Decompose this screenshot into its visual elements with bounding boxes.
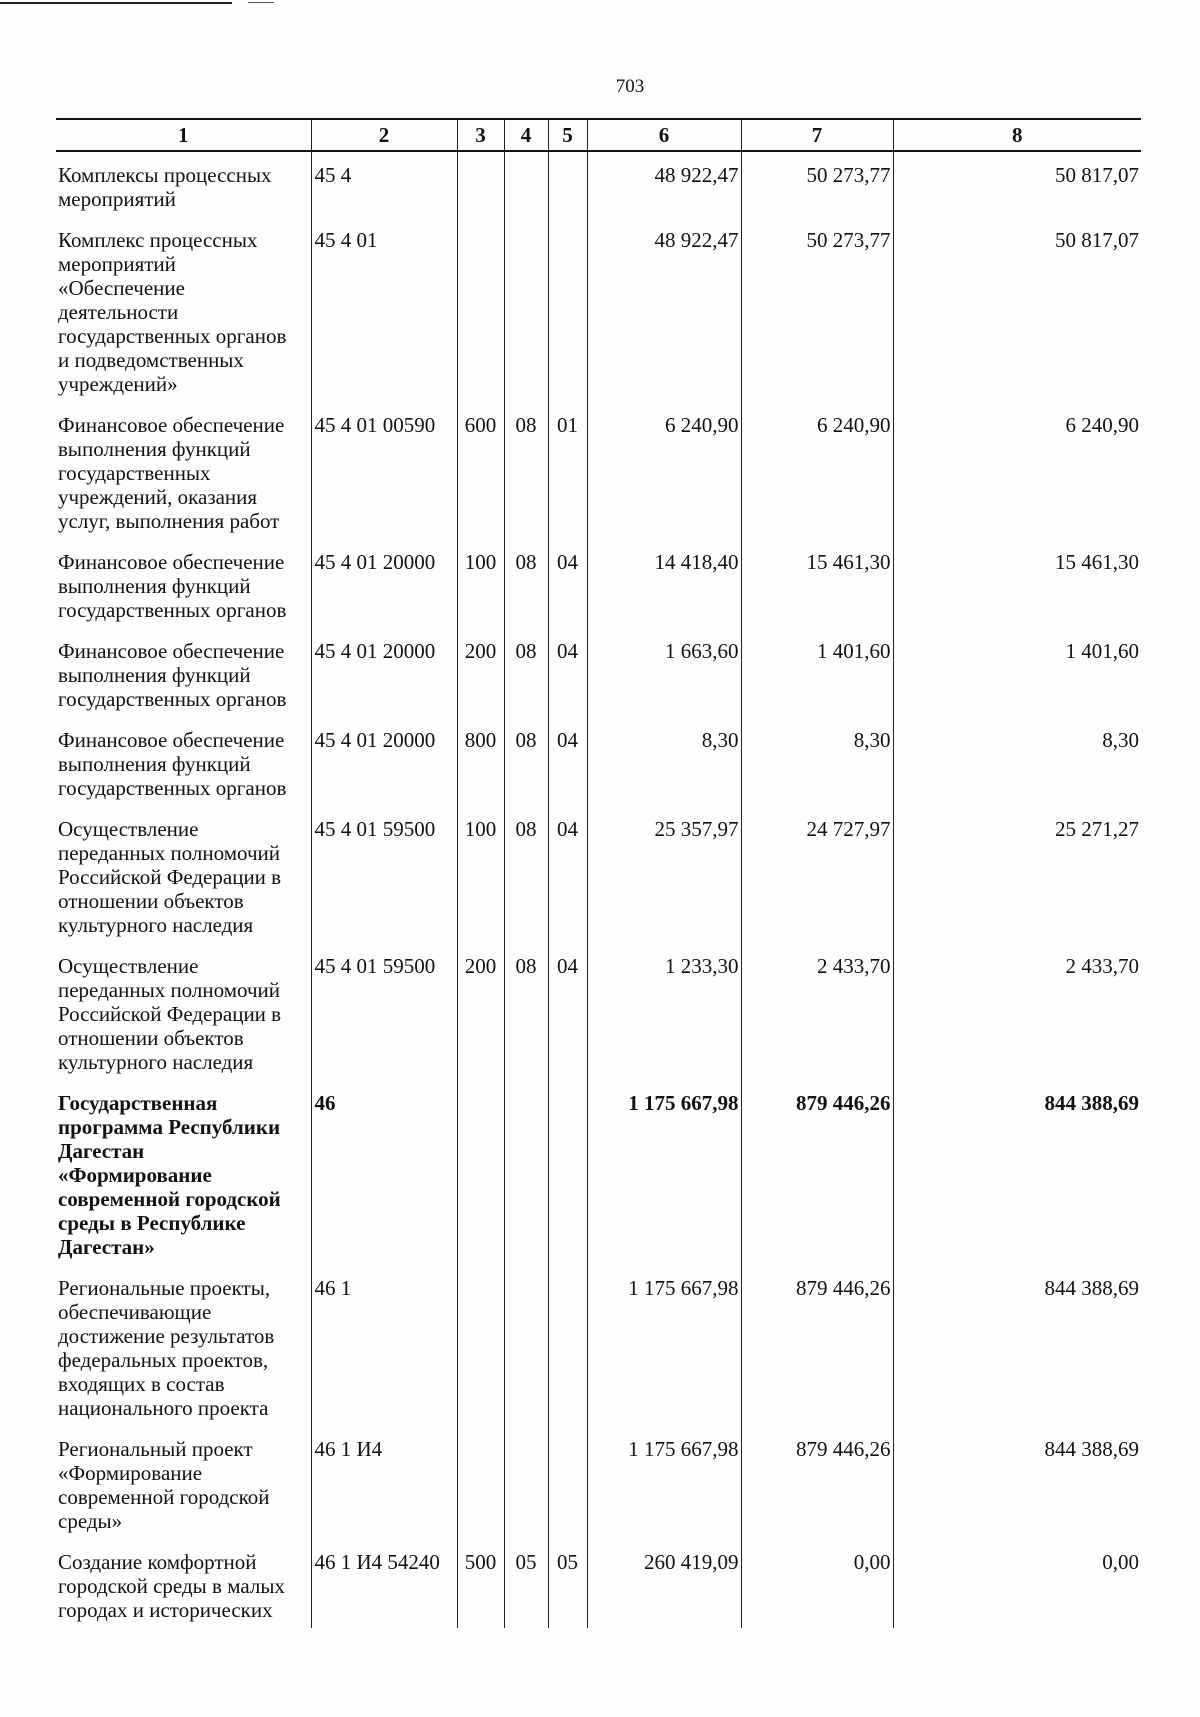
row-code: 45 4 01 20000 bbox=[311, 717, 457, 806]
row-vr: 200 bbox=[457, 943, 504, 1080]
row-y2: 879 446,26 bbox=[741, 1265, 893, 1426]
row-code: 45 4 01 20000 bbox=[311, 539, 457, 628]
row-rz: 08 bbox=[504, 539, 548, 628]
row-y1: 14 418,40 bbox=[587, 539, 741, 628]
row-name: Финансовое обеспечение выполнения функций государственных органов bbox=[56, 539, 311, 628]
row-rz bbox=[504, 1265, 548, 1426]
row-rz bbox=[504, 1080, 548, 1265]
row-rz: 08 bbox=[504, 628, 548, 717]
row-y3: 1 401,60 bbox=[893, 628, 1141, 717]
table-row-program bbox=[56, 1080, 1141, 1265]
row-y3: 0,00 bbox=[893, 1539, 1141, 1628]
row-pr bbox=[548, 1426, 587, 1539]
row-code: 46 1 И4 bbox=[311, 1426, 457, 1539]
row-y1: 1 175 667,98 bbox=[587, 1426, 741, 1539]
row-name: Финансовое обеспечение выполнения функций государственных органов bbox=[56, 628, 311, 717]
header-col-1: 1 bbox=[56, 119, 311, 151]
row-y3: 50 817,07 bbox=[893, 217, 1141, 402]
header-col-8: 8 bbox=[893, 119, 1141, 151]
row-pr bbox=[548, 217, 587, 402]
row-code: 45 4 01 59500 bbox=[311, 943, 457, 1080]
row-y2: 2 433,70 bbox=[741, 943, 893, 1080]
row-rz bbox=[504, 1426, 548, 1539]
row-y3: 844 388,69 bbox=[893, 1426, 1141, 1539]
row-code: 45 4 01 bbox=[311, 217, 457, 402]
row-y1: 1 175 667,98 bbox=[587, 1265, 741, 1426]
table-row bbox=[56, 806, 1141, 943]
row-y3: 844 388,69 bbox=[893, 1080, 1141, 1265]
header-col-6: 6 bbox=[587, 119, 741, 151]
table-row bbox=[56, 217, 1141, 402]
row-rz: 05 bbox=[504, 1539, 548, 1628]
row-rz bbox=[504, 151, 548, 217]
row-code: 45 4 01 59500 bbox=[311, 806, 457, 943]
table-row bbox=[56, 1539, 1141, 1628]
row-y2: 24 727,97 bbox=[741, 806, 893, 943]
row-y1: 1 233,30 bbox=[587, 943, 741, 1080]
row-pr: 04 bbox=[548, 943, 587, 1080]
row-pr: 04 bbox=[548, 628, 587, 717]
row-name: Региональный проект «Формирование современной городской среды» bbox=[56, 1426, 311, 1539]
row-code: 45 4 01 20000 bbox=[311, 628, 457, 717]
table-row bbox=[56, 539, 1141, 628]
top-rule bbox=[0, 2, 232, 4]
row-y2: 8,30 bbox=[741, 717, 893, 806]
row-rz: 08 bbox=[504, 806, 548, 943]
row-rz bbox=[504, 217, 548, 402]
table-header-row bbox=[56, 119, 1141, 151]
table-row bbox=[56, 943, 1141, 1080]
row-y3: 6 240,90 bbox=[893, 402, 1141, 539]
row-y1: 1 663,60 bbox=[587, 628, 741, 717]
row-pr: 01 bbox=[548, 402, 587, 539]
row-y3: 8,30 bbox=[893, 717, 1141, 806]
header-col-2: 2 bbox=[311, 119, 457, 151]
row-vr bbox=[457, 1080, 504, 1265]
row-y1: 48 922,47 bbox=[587, 151, 741, 217]
row-name: Финансовое обеспечение выполнения функций государственных учреждений, оказания услуг, выполнения работ bbox=[56, 402, 311, 539]
row-vr bbox=[457, 151, 504, 217]
row-rz: 08 bbox=[504, 717, 548, 806]
row-y2: 50 273,77 bbox=[741, 151, 893, 217]
page-number: 703 bbox=[615, 76, 645, 97]
row-y3: 2 433,70 bbox=[893, 943, 1141, 1080]
table-row bbox=[56, 717, 1141, 806]
row-y1: 25 357,97 bbox=[587, 806, 741, 943]
row-vr: 800 bbox=[457, 717, 504, 806]
header-col-3: 3 bbox=[457, 119, 504, 151]
row-code: 45 4 01 00590 bbox=[311, 402, 457, 539]
table-row bbox=[56, 628, 1141, 717]
row-code: 46 bbox=[311, 1080, 457, 1265]
row-y2: 0,00 bbox=[741, 1539, 893, 1628]
row-y1: 260 419,09 bbox=[587, 1539, 741, 1628]
row-code: 46 1 bbox=[311, 1265, 457, 1426]
row-vr: 200 bbox=[457, 628, 504, 717]
table-row bbox=[56, 402, 1141, 539]
table-row bbox=[56, 151, 1141, 217]
top-rule-fragment bbox=[248, 2, 274, 3]
row-name: Осуществление переданных полномочий Российской Федерации в отношении объектов культурного наследия bbox=[56, 943, 311, 1080]
row-y1: 48 922,47 bbox=[587, 217, 741, 402]
row-y3: 15 461,30 bbox=[893, 539, 1141, 628]
row-y3: 844 388,69 bbox=[893, 1265, 1141, 1426]
row-rz: 08 bbox=[504, 943, 548, 1080]
header-col-4: 4 bbox=[504, 119, 548, 151]
row-vr bbox=[457, 1426, 504, 1539]
row-y2: 879 446,26 bbox=[741, 1426, 893, 1539]
row-y2: 879 446,26 bbox=[741, 1080, 893, 1265]
row-pr bbox=[548, 1265, 587, 1426]
header-col-5: 5 bbox=[548, 119, 587, 151]
row-vr: 100 bbox=[457, 539, 504, 628]
row-vr: 600 bbox=[457, 402, 504, 539]
row-name: Осуществление переданных полномочий Российской Федерации в отношении объектов культурного наследия bbox=[56, 806, 311, 943]
row-y2: 6 240,90 bbox=[741, 402, 893, 539]
table-row bbox=[56, 1426, 1141, 1539]
row-name: Региональные проекты, обеспечивающие достижение результатов федеральных проектов, входящих в состав национального проекта bbox=[56, 1265, 311, 1426]
row-pr: 04 bbox=[548, 539, 587, 628]
row-y3: 50 817,07 bbox=[893, 151, 1141, 217]
row-name: Государственная программа Республики Дагестан «Формирование современной городской среды в Республике Дагестан» bbox=[56, 1080, 311, 1265]
row-y1: 6 240,90 bbox=[587, 402, 741, 539]
row-pr: 04 bbox=[548, 806, 587, 943]
row-y2: 15 461,30 bbox=[741, 539, 893, 628]
header-col-7: 7 bbox=[741, 119, 893, 151]
row-pr bbox=[548, 1080, 587, 1265]
row-name: Создание комфортной городской среды в малых городах и исторических bbox=[56, 1539, 311, 1628]
row-y2: 1 401,60 bbox=[741, 628, 893, 717]
row-name: Финансовое обеспечение выполнения функций государственных органов bbox=[56, 717, 311, 806]
row-y1: 1 175 667,98 bbox=[587, 1080, 741, 1265]
row-y1: 8,30 bbox=[587, 717, 741, 806]
row-pr bbox=[548, 151, 587, 217]
row-pr: 04 bbox=[548, 717, 587, 806]
row-vr: 100 bbox=[457, 806, 504, 943]
row-code: 46 1 И4 54240 bbox=[311, 1539, 457, 1628]
row-vr bbox=[457, 1265, 504, 1426]
table-row bbox=[56, 1265, 1141, 1426]
row-code: 45 4 bbox=[311, 151, 457, 217]
row-rz: 08 bbox=[504, 402, 548, 539]
row-name: Комплексы процессных мероприятий bbox=[56, 151, 311, 217]
row-vr: 500 bbox=[457, 1539, 504, 1628]
row-name: Комплекс процессных мероприятий «Обеспечение деятельности государственных органов и подведомственных учреждений» bbox=[56, 217, 311, 402]
row-vr bbox=[457, 217, 504, 402]
row-y3: 25 271,27 bbox=[893, 806, 1141, 943]
budget-table bbox=[56, 118, 1141, 1628]
row-y2: 50 273,77 bbox=[741, 217, 893, 402]
row-pr: 05 bbox=[548, 1539, 587, 1628]
